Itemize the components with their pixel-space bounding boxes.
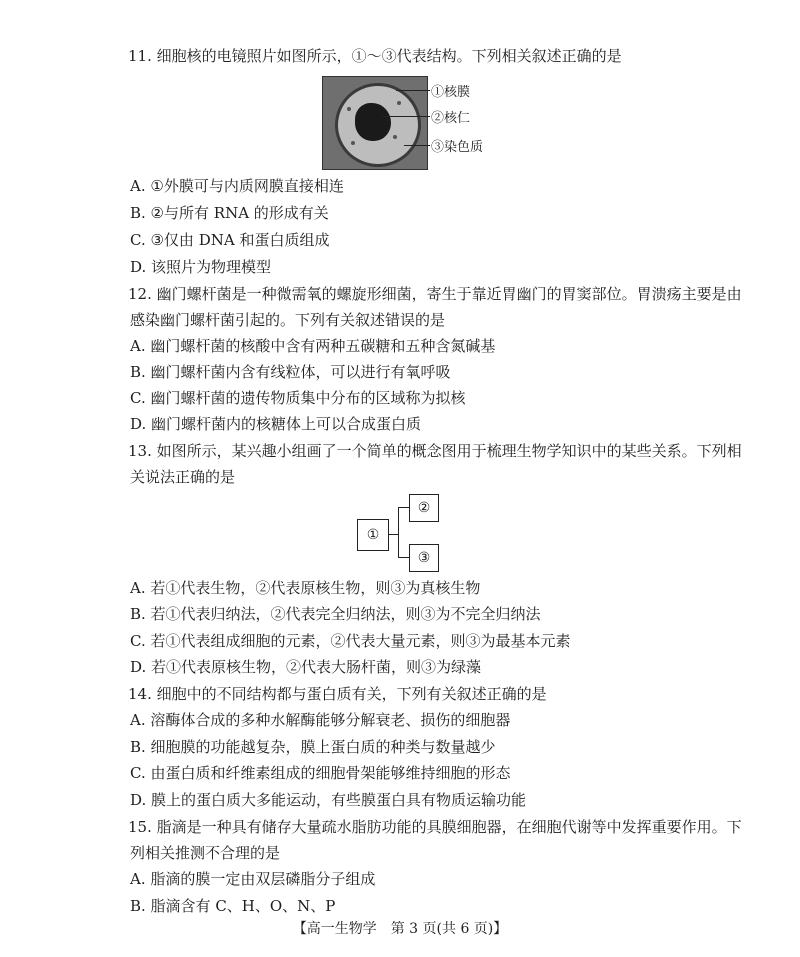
q12-option-b: B. 幽门螺杆菌内含有线粒体，可以进行有氧呼吸 bbox=[130, 363, 451, 381]
q14-option-d: D. 膜上的蛋白质大多能运动，有些膜蛋白具有物质运输功能 bbox=[130, 791, 527, 809]
leader-line-2 bbox=[382, 116, 430, 117]
q13-option-d: D. 若①代表原核生物，②代表大肠杆菌，则③为绿藻 bbox=[130, 658, 482, 676]
q13-option-a: A. 若①代表生物，②代表原核生物，则③为真核生物 bbox=[130, 579, 481, 597]
q13-option-c: C. 若①代表组成细胞的元素，②代表大量元素，则③为最基本元素 bbox=[130, 632, 571, 650]
q12-stem-continued: 感染幽门螺杆菌引起的。下列有关叙述错误的是 bbox=[130, 311, 446, 329]
leader-line-1 bbox=[396, 90, 430, 91]
q12-option-a: A. 幽门螺杆菌的核酸中含有两种五碳糖和五种含氮碱基 bbox=[130, 337, 496, 355]
concept-box-1: ① bbox=[357, 519, 389, 551]
q13-option-b: B. 若①代表归纳法，②代表完全归纳法，则③为不完全归纳法 bbox=[130, 605, 541, 623]
q11-option-b: B. ②与所有 RNA 的形成有关 bbox=[130, 204, 329, 222]
q15-option-a: A. 脂滴的膜一定由双层磷脂分子组成 bbox=[130, 870, 376, 888]
q12-option-c: C. 幽门螺杆菌的遗传物质集中分布的区域称为拟核 bbox=[130, 389, 466, 407]
connector-to-box-2 bbox=[398, 507, 409, 508]
concept-box-2: ② bbox=[409, 494, 439, 522]
figure-label-chromatin: ③染色质 bbox=[431, 140, 484, 155]
q15-stem: 15. 脂滴是一种具有储存大量疏水脂肪功能的具膜细胞器，在细胞代谢等中发挥重要作用。下 bbox=[128, 818, 742, 836]
figure-label-nuclear-envelope: ①核膜 bbox=[431, 85, 471, 100]
q11-option-d: D. 该照片为物理模型 bbox=[130, 258, 272, 276]
q14-option-c: C. 由蛋白质和纤维素组成的细胞骨架能够维持细胞的形态 bbox=[130, 764, 511, 782]
q13-stem-continued: 关说法正确的是 bbox=[130, 468, 236, 486]
concept-box-3: ③ bbox=[409, 544, 439, 572]
connector-vertical bbox=[398, 507, 399, 557]
q11-option-c: C. ③仅由 DNA 和蛋白质组成 bbox=[130, 231, 330, 249]
page-footer: 【高一生物学 第 3 页(共 6 页)】 bbox=[292, 921, 508, 937]
connector-to-box-3 bbox=[398, 557, 409, 558]
q15-stem-continued: 列相关推测不合理的是 bbox=[130, 844, 281, 862]
nucleolus-shape bbox=[355, 103, 391, 141]
leader-line-3 bbox=[404, 145, 430, 146]
q11-stem: 11. 细胞核的电镜照片如图所示，①～③代表结构。下列相关叙述正确的是 bbox=[128, 47, 622, 65]
q13-stem: 13. 如图所示，某兴趣小组画了一个简单的概念图用于梳理生物学知识中的某些关系。下列相 bbox=[128, 442, 742, 460]
chromatin-speck bbox=[351, 141, 355, 145]
q14-stem: 14. 细胞中的不同结构都与蛋白质有关，下列有关叙述正确的是 bbox=[128, 685, 547, 703]
connector-stem bbox=[388, 534, 398, 535]
q14-option-b: B. 细胞膜的功能越复杂，膜上蛋白质的种类与数量越少 bbox=[130, 738, 496, 756]
q15-option-b: B. 脂滴含有 C、H、O、N、P bbox=[130, 897, 336, 915]
chromatin-speck bbox=[347, 107, 351, 111]
q11-option-a: A. ①外膜可与内质网膜直接相连 bbox=[130, 177, 344, 195]
chromatin-speck bbox=[397, 101, 401, 105]
chromatin-speck bbox=[393, 135, 397, 139]
q12-option-d: D. 幽门螺杆菌内的核糖体上可以合成蛋白质 bbox=[130, 415, 422, 433]
figure-label-nucleolus: ②核仁 bbox=[431, 111, 471, 126]
q14-option-a: A. 溶酶体合成的多种水解酶能够分解衰老、损伤的细胞器 bbox=[130, 711, 511, 729]
q12-stem: 12. 幽门螺杆菌是一种微需氧的螺旋形细菌，寄生于靠近胃幽门的胃窦部位。胃溃疡主要是由 bbox=[128, 285, 742, 303]
